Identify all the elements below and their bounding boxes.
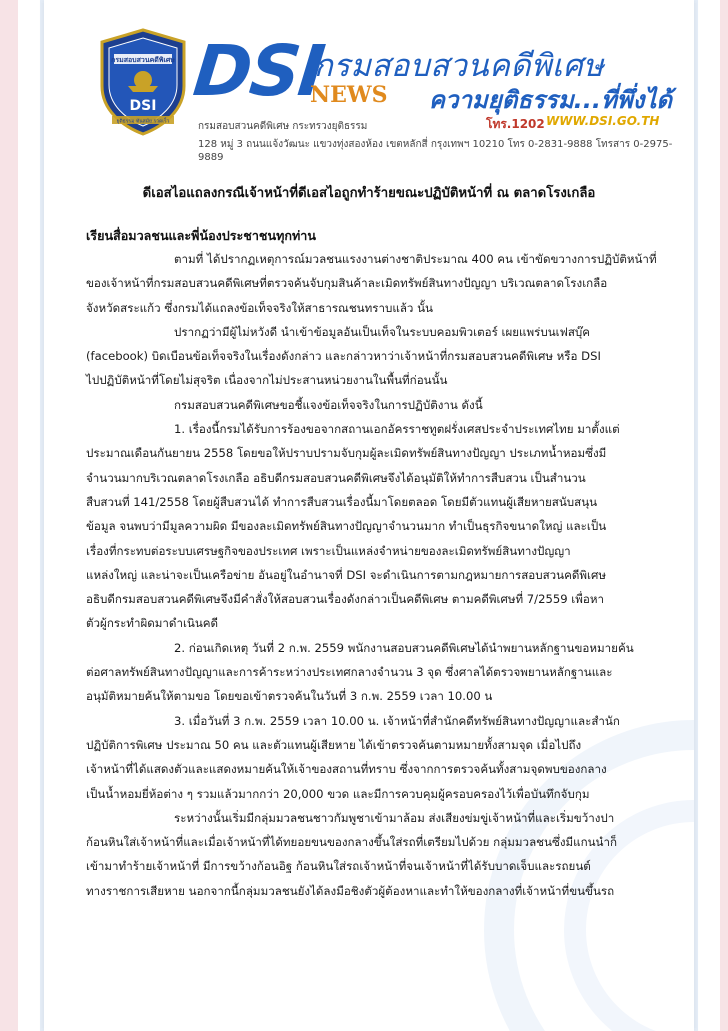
- body-line: ไปปฏิบัติหน้าที่โดยไม่สุจริต เนื่องจากไม่ประสานหน่วยงานในพื้นที่ก่อนนั้น: [86, 373, 448, 388]
- body-text: [86, 247, 672, 903]
- body-line: จำนวนมากบริเวณตลาดโรงเกลือ อธิบดีกรมสอบสวนคดีพิเศษจึงได้อนุมัติให้ทำการสืบสวน เป็นสำนวน: [86, 470, 586, 485]
- body-line: ข้อมูล จนพบว่ามีมูลความผิด มีของละเมิดทรัพย์สินทางปัญญาจำนวนมาก ทำเป็นธุรกิจขนาดใหญ่ และเป็น: [86, 519, 607, 534]
- body-line: อธิบดีกรมสอบสวนคดีพิเศษจึงมีคำสั่งให้สอบสวนเรื่องดังกล่าวเป็นคดีพิเศษ ตามคดีพิเศษที่ 7/2559 เพื่อหา: [86, 592, 604, 607]
- seal-footer-text: ยุติธรรม ทันสมัย รวดเร็ว: [116, 118, 170, 125]
- body-line: เป็นน้ำหอมยี่ห้อต่าง ๆ รวมแล้วมากกว่า 20,000 ขวด และมีการควบคุมผู้ครอบครองไว้เพื่อบันทึกจับกุม: [86, 786, 590, 801]
- hotline: โทร.1202: [486, 117, 545, 131]
- dsi-logo: DSI: [189, 30, 327, 112]
- body-line: ระหว่างนั้นเริ่มมีกลุ่มมวลชนชาวกัมพูชาเข้ามาล้อม ส่งเสียงข่มขู่เจ้าหน้าที่และเริ่มขว้างปา: [174, 810, 615, 825]
- body-line: ประมาณเดือนกันยายน 2558 โดยขอให้ปราบปรามจับกุมผู้ละเมิดทรัพย์สินทางปัญญา ประเภทน้ำหอมซึ่งมี: [86, 446, 607, 461]
- letterhead: [44, 0, 694, 165]
- body-line: (facebook) บิดเบือนข้อเท็จจริงในเรื่องดังกล่าว และกล่าวหาว่าเจ้าหน้าที่กรมสอบสวนคดีพิเศษ หรือ DSI: [86, 349, 601, 364]
- address-line-2: 128 หมู่ 3 ถนนแจ้งวัฒนะ แขวงทุ่งสองห้อง เขตหลักสี่ กรุงเทพฯ 10210 โทร 0-2831-9888 โทรสาร 0-2975-9889: [198, 139, 673, 163]
- body-line: เรื่องที่กระทบต่อระบบเศรษฐกิจของประเทศ เพราะเป็นแหล่งจำหน่ายของละเมิดทรัพย์สินทางปัญญา: [86, 543, 571, 558]
- body-line: ทางราชการเสียหาย นอกจากนี้กลุ่มมวลชนยังได้ลงมือชิงตัวผู้ต้องหาและทำให้ของกลางที่เจ้าหน้าที่ขนขึ้นรถ: [86, 883, 615, 898]
- body-line: เข้ามาทำร้ายเจ้าหน้าที่ มีการขว้างก้อนอิฐ ก้อนหินใส่รถเจ้าหน้าที่จนเจ้าหน้าที่ได้รับบาดเจ็บและรถยนต์: [86, 859, 591, 874]
- body-line: ต่อศาลทรัพย์สินทางปัญญาและการค้าระหว่างประเทศกลางจำนวน 3 จุด ซึ่งศาลได้ตรวจพยานหลักฐานและ: [86, 665, 613, 680]
- body-line: ของเจ้าหน้าที่กรมสอบสวนคดีพิเศษที่ตรวจค้นจับกุมสินค้าละเมิดทรัพย์สินทางปัญญา บริเวณตลาดโรงเกลือ: [86, 276, 608, 291]
- body-line: ตัวผู้กระทำผิดมาดำเนินคดี: [86, 616, 219, 631]
- body-line: 3. เมื่อวันที่ 3 ก.พ. 2559 เวลา 10.00 น. เจ้าหน้าที่สำนักคดีทรัพย์สินทางปัญญาและสำนัก: [174, 713, 620, 728]
- department-name: กรมสอบสวนคดีพิเศษ: [314, 48, 605, 84]
- body-line: จังหวัดสระแก้ว ซึ่งกรมได้แถลงข้อเท็จจริงให้สาธารณชนทราบแล้ว นั้น: [86, 300, 433, 315]
- address-line-1: กรมสอบสวนคดีพิเศษ กระทรวงยุติธรรม: [198, 121, 368, 132]
- slogan: ความยุติธรรม...ที่พึ่งได้: [428, 86, 672, 114]
- body-line: ก้อนหินใส่เจ้าหน้าที่และเมื่อเจ้าหน้าที่ได้ทยอยขนของกลางขึ้นใส่รถที่เตรียมไปด้วย กลุ่มมวลชนซึ่งมีแกนนำก็: [86, 835, 618, 850]
- document-title: ดีเอสไอแถลงกรณีเจ้าหน้าที่ดีเอสไอถูกทำร้ายขณะปฏิบัติหน้าที่ ณ ตลาดโรงเกลือ: [142, 186, 596, 201]
- press-release-page: [44, 0, 694, 1031]
- body-line: เจ้าหน้าที่ได้แสดงตัวและแสดงหมายค้นให้เจ้าของสถานที่ทราบ ซึ่งจากการตรวจค้นทั้งสามจุดพบของกลาง: [86, 762, 607, 777]
- body-line: ปรากฏว่ามีผู้ไม่หวังดี นำเข้าข้อมูลอันเป็นเท็จในระบบคอมพิวเตอร์ เผยแพร่บนเฟสบุ๊ค: [174, 324, 591, 339]
- body-line: ตามที่ ได้ปรากฏเหตุการณ์มวลชนแรงงานต่างชาติประมาณ 400 คน เข้าขัดขวางการปฏิบัติหน้าที่: [174, 252, 657, 266]
- body-line: สืบสวนที่ 141/2558 โดยผู้สืบสวนได้ ทำการสืบสวนเรื่องนี้มาโดยตลอด โดยมีตัวแทนผู้เสียหายสนับสนุน: [86, 494, 598, 509]
- greeting: เรียนสื่อมวลชนและพี่น้องประชาชนทุกท่าน: [86, 228, 316, 243]
- body-line: อนุมัติหมายค้นให้ตามขอ โดยขอเข้าตรวจค้นในวันที่ 3 ก.พ. 2559 เวลา 10.00 น: [86, 689, 493, 704]
- body-line: 2. ก่อนเกิดเหตุ วันที่ 2 ก.พ. 2559 พนักงานสอบสวนคดีพิเศษได้นำพยานหลักฐานขอหมายค้น: [174, 640, 634, 655]
- news-word: NEWS: [310, 82, 388, 108]
- website-link[interactable]: WWW.DSI.GO.TH: [546, 114, 660, 128]
- body-line: 1. เรื่องนี้กรมได้รับการร้องขอจากสถานเอกอัครราชทูตฝรั่งเศสประจำประเทศไทย มาตั้งแต่: [174, 422, 620, 437]
- dsi-seal-icon: [98, 28, 188, 136]
- seal-bottom-text: DSI: [129, 98, 157, 114]
- body-line: ปฏิบัติการพิเศษ ประมาณ 50 คน และตัวแทนผู้เสียหาย ได้เข้าตรวจค้นตามหมายทั้งสามจุด เมื่อไปถึง: [86, 737, 582, 752]
- body-line: แหล่งใหญ่ และน่าจะเป็นเครือข่าย อันอยู่ในอำนาจที่ DSI จะดำเนินการตามกฎหมายการสอบสวนคดีพิเศษ: [86, 567, 606, 582]
- seal-top-text: กรมสอบสวนคดีพิเศษ: [111, 56, 175, 64]
- body-line: กรมสอบสวนคดีพิเศษขอชี้แจงข้อเท็จจริงในการปฏิบัติงาน ดังนี้: [174, 397, 483, 412]
